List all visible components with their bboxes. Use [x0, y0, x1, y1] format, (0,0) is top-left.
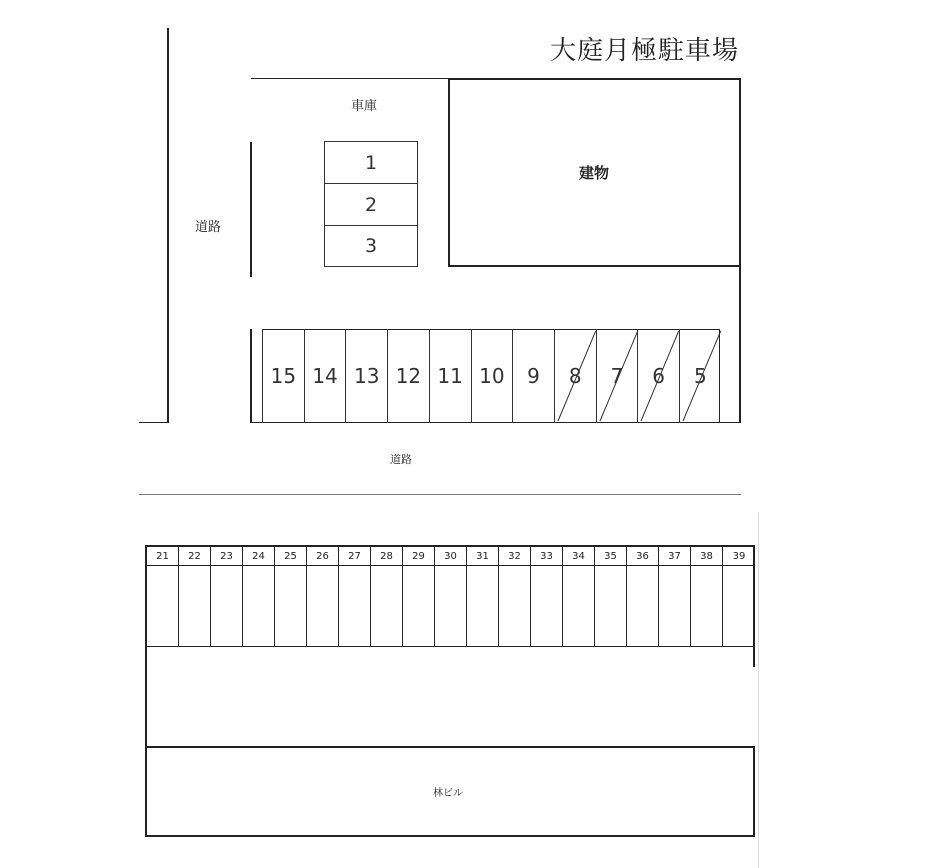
lower-parking-slot[interactable] [243, 547, 275, 646]
lower-parking-slot[interactable] [627, 547, 659, 646]
lower-parking-slot[interactable] [691, 547, 723, 646]
parking-slot[interactable] [596, 329, 638, 423]
parking-slot[interactable] [637, 329, 679, 423]
parking-slot[interactable] [262, 329, 304, 423]
lower-parking-slot[interactable] [595, 547, 627, 646]
map-title: 大庭月極駐車場 [550, 36, 740, 66]
slot-number: 10 [479, 364, 505, 388]
row-left-wall [250, 329, 252, 423]
strike-line [680, 329, 722, 423]
lower-parking-slot[interactable] [371, 547, 403, 646]
left-road-corner [139, 422, 169, 423]
building-label: 建物 [579, 164, 610, 182]
garage-slot[interactable] [324, 141, 418, 184]
lower-parking-slot[interactable] [403, 547, 435, 646]
lower-parking-slot[interactable] [467, 547, 499, 646]
slot-number: 24 [243, 547, 274, 566]
slot-number: 12 [395, 364, 422, 388]
lower-right-edge-faint [758, 512, 759, 868]
lower-parking-slot[interactable] [723, 547, 755, 646]
lower-parking-slot[interactable] [435, 547, 467, 646]
lot-right-edge [739, 266, 741, 423]
slot-number: 2 [364, 193, 378, 216]
slot-number: 3 [364, 235, 378, 257]
slot-number: 9 [527, 364, 540, 388]
slot-number: 30 [435, 547, 466, 566]
slot-number: 39 [723, 547, 755, 566]
hayashi-building-label: 林ビル [433, 788, 463, 799]
parking-slot[interactable] [429, 329, 471, 423]
road-label-bottom: 道路 [390, 453, 412, 466]
slot-number: 29 [403, 547, 434, 566]
strike-line [555, 329, 597, 423]
slot-number: 31 [467, 547, 498, 566]
slot-number: 8 [568, 364, 582, 388]
strike-line [597, 329, 639, 423]
road-label-left: 道路 [195, 220, 222, 235]
slot-number: 28 [371, 547, 402, 566]
lower-parking-slot[interactable] [563, 547, 595, 646]
strike-line [638, 329, 680, 423]
parking-slot[interactable] [304, 329, 346, 423]
slot-number: 15 [270, 364, 297, 388]
lower-parking-slot[interactable] [659, 547, 691, 646]
lot-top-edge [251, 78, 449, 79]
garage-slot[interactable] [324, 183, 418, 226]
garage-label: 車庫 [351, 99, 378, 114]
parking-slot[interactable] [679, 329, 721, 423]
parking-slot[interactable] [512, 329, 554, 423]
parking-slot[interactable] [554, 329, 596, 423]
slot-number: 21 [147, 547, 178, 566]
slot-number: 26 [307, 547, 338, 566]
slot-number: 22 [179, 547, 210, 566]
slot-number: 37 [659, 547, 690, 566]
lower-slots-bottom [145, 646, 754, 647]
lower-parking-slot[interactable] [531, 547, 563, 646]
slot-number: 1 [364, 151, 378, 174]
lower-parking-slot[interactable] [147, 547, 179, 646]
parking-slot[interactable] [345, 329, 387, 423]
slot-number: 7 [610, 364, 624, 388]
slot-number: 6 [652, 364, 665, 388]
slot-number: 36 [627, 547, 658, 566]
slot-number: 35 [595, 547, 626, 566]
slot-number: 14 [312, 364, 338, 388]
lower-parking-slot[interactable] [499, 547, 531, 646]
slot-number: 38 [691, 547, 722, 566]
slot-number: 25 [275, 547, 306, 566]
garage-slot[interactable] [324, 225, 418, 267]
lower-parking-slot[interactable] [275, 547, 307, 646]
slot-number: 34 [563, 547, 594, 566]
row-right-divider [719, 329, 720, 423]
lower-parking-slot[interactable] [211, 547, 243, 646]
slot-number: 11 [437, 364, 463, 388]
parking-slot[interactable] [387, 329, 429, 423]
slot-number: 5 [693, 364, 707, 388]
slot-number: 23 [211, 547, 242, 566]
slot-number: 27 [339, 547, 370, 566]
lower-parking-slot[interactable] [307, 547, 339, 646]
slot-number: 32 [499, 547, 530, 566]
slot-number: 13 [354, 364, 380, 388]
road-bottom-line [139, 494, 741, 495]
left-road-edge [167, 28, 169, 423]
parking-slot[interactable] [471, 329, 513, 423]
lower-parking-slot[interactable] [179, 547, 211, 646]
slot-number: 33 [531, 547, 562, 566]
lower-parking-slot[interactable] [339, 547, 371, 646]
garage-left-wall [250, 142, 252, 277]
